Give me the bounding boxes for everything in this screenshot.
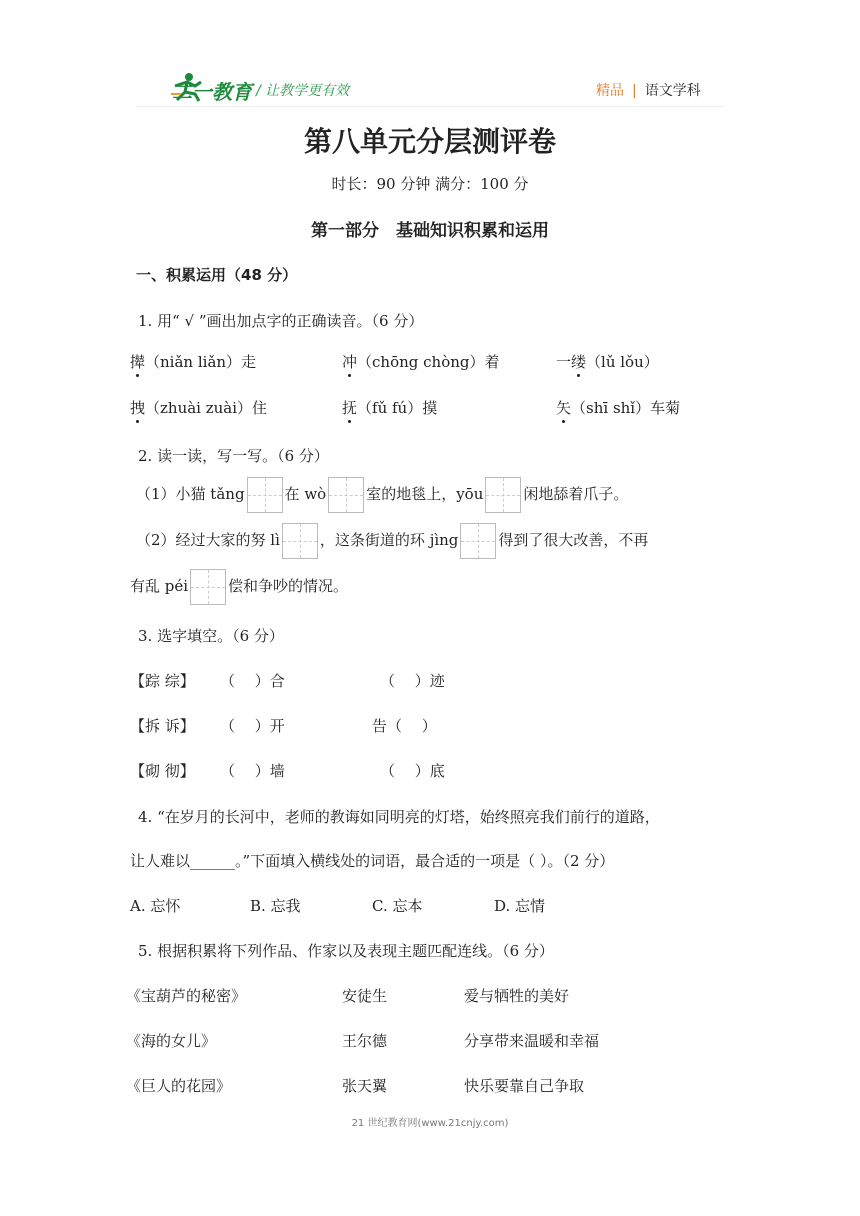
q4-stem-1: 4. “在岁月的长河中，老师的教诲如同明亮的灯塔，始终照亮我们前行的道路， <box>138 808 660 826</box>
q5-work[interactable]: 《巨人的花园》 <box>126 1077 232 1095</box>
q3-blank[interactable]: （ ）合 <box>220 672 285 690</box>
q5-theme[interactable]: 分享带来温暖和幸福 <box>464 1032 600 1050</box>
q2-text: ，这条街道的环 jìng <box>319 531 459 549</box>
writing-box[interactable] <box>247 477 283 513</box>
q2-line-3 <box>130 569 348 605</box>
header-divider: | <box>632 83 637 99</box>
q3-blank[interactable]: （ ）底 <box>380 762 445 780</box>
q5-work[interactable]: 《海的女儿》 <box>126 1032 217 1050</box>
q3-blank[interactable]: （ ）迹 <box>380 672 445 690</box>
q2-text: 室的地毯上，yōu <box>366 485 484 503</box>
page-title: 第八单元分层测评卷 <box>303 125 556 158</box>
q2-text: 有乱 péi <box>130 577 189 595</box>
q2-text: （2）经过大家的努 lì <box>136 531 280 549</box>
writing-box[interactable] <box>485 477 521 513</box>
q1-char: 抚 <box>342 399 358 417</box>
q1-char: 撵 <box>130 353 146 371</box>
header-tag: 精品 <box>596 83 624 99</box>
q1-char: 矢 <box>556 399 572 417</box>
q3-key: 【拆 诉】 <box>130 717 195 735</box>
q1-char: 冲 <box>342 353 358 371</box>
q4-stem-2: 让人难以______。”下面填入横线处的词语，最合适的一项是（ ）。（2 分） <box>130 852 615 870</box>
q4-option[interactable]: D. 忘情 <box>494 897 546 915</box>
q1-item <box>130 397 267 418</box>
q5-work[interactable]: 《宝葫芦的秘密》 <box>126 987 247 1005</box>
q1-pinyin: （chōng chòng）着 <box>357 353 500 371</box>
writing-box[interactable] <box>190 569 226 605</box>
page-footer: 21 世纪教育网(www.21cnjy.com) <box>351 1118 509 1129</box>
q5-author[interactable]: 张天翼 <box>342 1077 388 1095</box>
q2-text: 闲地舔着爪子。 <box>523 485 629 503</box>
q1-item <box>556 397 680 418</box>
writing-box[interactable] <box>328 477 364 513</box>
q1-stem: 1. 用“ √ ”画出加点字的正确读音。（6 分） <box>138 312 424 330</box>
q3-blank[interactable]: （ ）墙 <box>220 762 285 780</box>
q1-pinyin: （zhuài zuài）住 <box>145 399 268 417</box>
q1-pinyin: （niǎn liǎn）走 <box>145 353 257 371</box>
q1-prefix: 一 <box>556 353 572 371</box>
q2-line-2 <box>136 523 648 559</box>
q1-item <box>556 351 659 372</box>
q2-text: （1）小猫 tǎng <box>136 485 245 503</box>
q1-pinyin: （shī shǐ）车菊 <box>571 399 681 417</box>
q1-item <box>342 397 437 418</box>
q1-pinyin: （fǔ fú）摸 <box>357 399 438 417</box>
q5-theme[interactable]: 快乐要靠自己争取 <box>464 1077 585 1095</box>
q2-stem: 2. 读一读，写一写。（6 分） <box>138 447 329 465</box>
q1-item <box>130 351 256 372</box>
section-heading: 第一部分 基础知识积累和运用 <box>311 221 549 241</box>
q3-stem: 3. 选字填空。（6 分） <box>138 627 284 645</box>
q3-blank[interactable]: （ ）开 <box>220 717 285 735</box>
part-heading: 一、积累运用（48 分） <box>136 266 298 284</box>
q1-char: 拽 <box>130 399 146 417</box>
q2-text: 得到了很大改善，不再 <box>498 531 649 549</box>
q3-key: 【踪 综】 <box>130 672 195 690</box>
q5-author[interactable]: 王尔德 <box>342 1032 388 1050</box>
writing-box[interactable] <box>282 523 318 559</box>
q2-line-1 <box>136 477 628 513</box>
brand-slogan: / 让教学更有效 <box>256 83 350 99</box>
q1-char: 缕 <box>571 353 587 371</box>
q5-stem: 5. 根据积累将下列作品、作家以及表现主题匹配连线。（6 分） <box>138 942 554 960</box>
exam-duration: 时长：90 分钟 满分：100 分 <box>331 175 529 193</box>
q4-option[interactable]: A. 忘怀 <box>130 897 181 915</box>
header-divider-line <box>136 106 724 107</box>
brand-name: 二一教育 <box>172 80 252 104</box>
q2-text: 在 wò <box>284 485 327 503</box>
writing-box[interactable] <box>460 523 496 559</box>
q1-pinyin: （lǔ lǒu） <box>586 353 659 371</box>
q3-key: 【砌 彻】 <box>130 762 195 780</box>
q2-text: 偿和争吵的情况。 <box>228 577 349 595</box>
q3-blank[interactable]: 告（ ） <box>372 717 437 735</box>
header-subject-name: 语文学科 <box>644 83 701 99</box>
q5-theme[interactable]: 爱与牺牲的美好 <box>464 987 570 1005</box>
q1-item <box>342 351 500 372</box>
header-subject <box>596 80 701 100</box>
q4-option[interactable]: C. 忘本 <box>372 897 423 915</box>
q4-option[interactable]: B. 忘我 <box>250 897 301 915</box>
q5-author[interactable]: 安徒生 <box>342 987 388 1005</box>
